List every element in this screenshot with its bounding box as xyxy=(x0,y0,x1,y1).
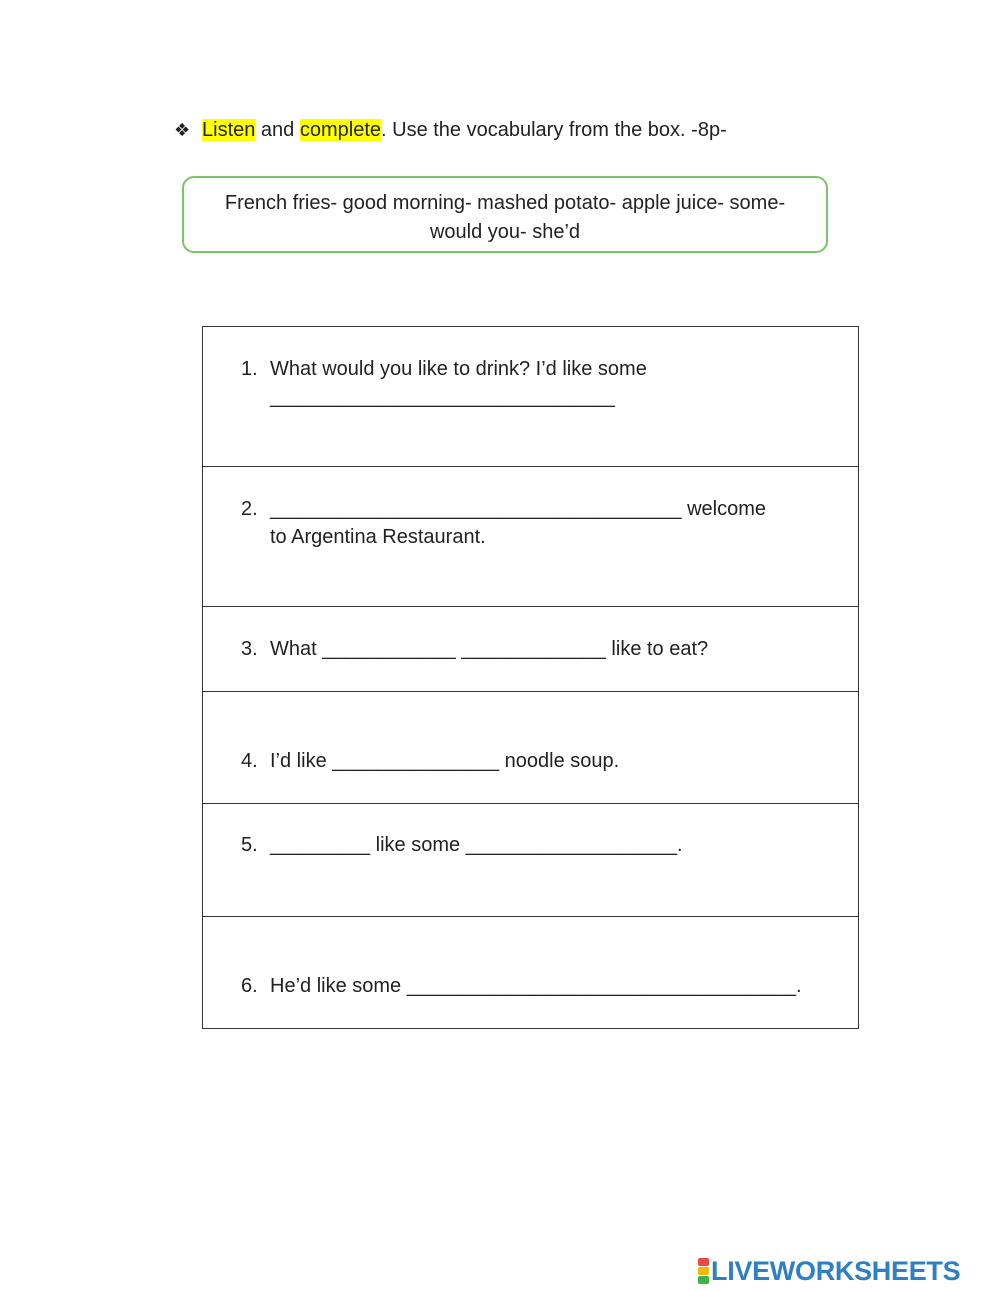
question-number: 4. xyxy=(241,750,258,772)
question-text: _________ like some ___________________. xyxy=(270,834,683,856)
question-number: 5. xyxy=(241,834,258,856)
highlighted-word-listen: Listen xyxy=(202,119,256,141)
vocabulary-line-2: would you- she’d xyxy=(429,221,581,243)
liveworksheets-wordmark: LIVEWORKSHEETS xyxy=(711,1255,961,1286)
question-number: 2. xyxy=(241,498,258,520)
logo-block-v xyxy=(698,1276,709,1284)
question-number: 3. xyxy=(241,638,258,660)
question-number: 1. xyxy=(241,358,258,380)
vocabulary-line-1: French fries- good morning- mashed potato- apple juice- some- xyxy=(224,192,786,214)
question-row-1 xyxy=(203,327,859,467)
question-text: _____________________________________ welcome to Argentina Restaurant. xyxy=(270,498,772,548)
highlighted-word-complete: complete xyxy=(299,119,382,141)
logo-block-i xyxy=(698,1267,709,1275)
question-text: What would you like to drink? I’d like some _______________________________ xyxy=(270,358,653,408)
instruction-and: and xyxy=(255,119,300,141)
question-row-3 xyxy=(203,607,859,692)
question-row-4 xyxy=(203,692,859,804)
instruction-rest: . Use the vocabulary from the box. -8p- xyxy=(381,119,727,141)
question-row-6 xyxy=(203,917,859,1029)
question-text: He’d like some ___________________________________. xyxy=(270,975,802,997)
question-row-2 xyxy=(203,467,859,607)
question-row-5 xyxy=(203,804,859,917)
question-text: I’d like _______________ noodle soup. xyxy=(270,750,620,772)
vocabulary-box xyxy=(182,176,828,253)
question-number: 6. xyxy=(241,975,258,997)
diamond-bullet-icon: ❖ xyxy=(174,120,191,140)
liveworksheets-logo xyxy=(698,1254,960,1288)
questions-table xyxy=(202,326,859,1029)
logo-block-l xyxy=(698,1258,709,1266)
liveworksheets-logo-icon xyxy=(698,1258,709,1284)
instruction-line xyxy=(174,116,727,144)
question-text: What ____________ _____________ like to eat? xyxy=(270,638,709,660)
